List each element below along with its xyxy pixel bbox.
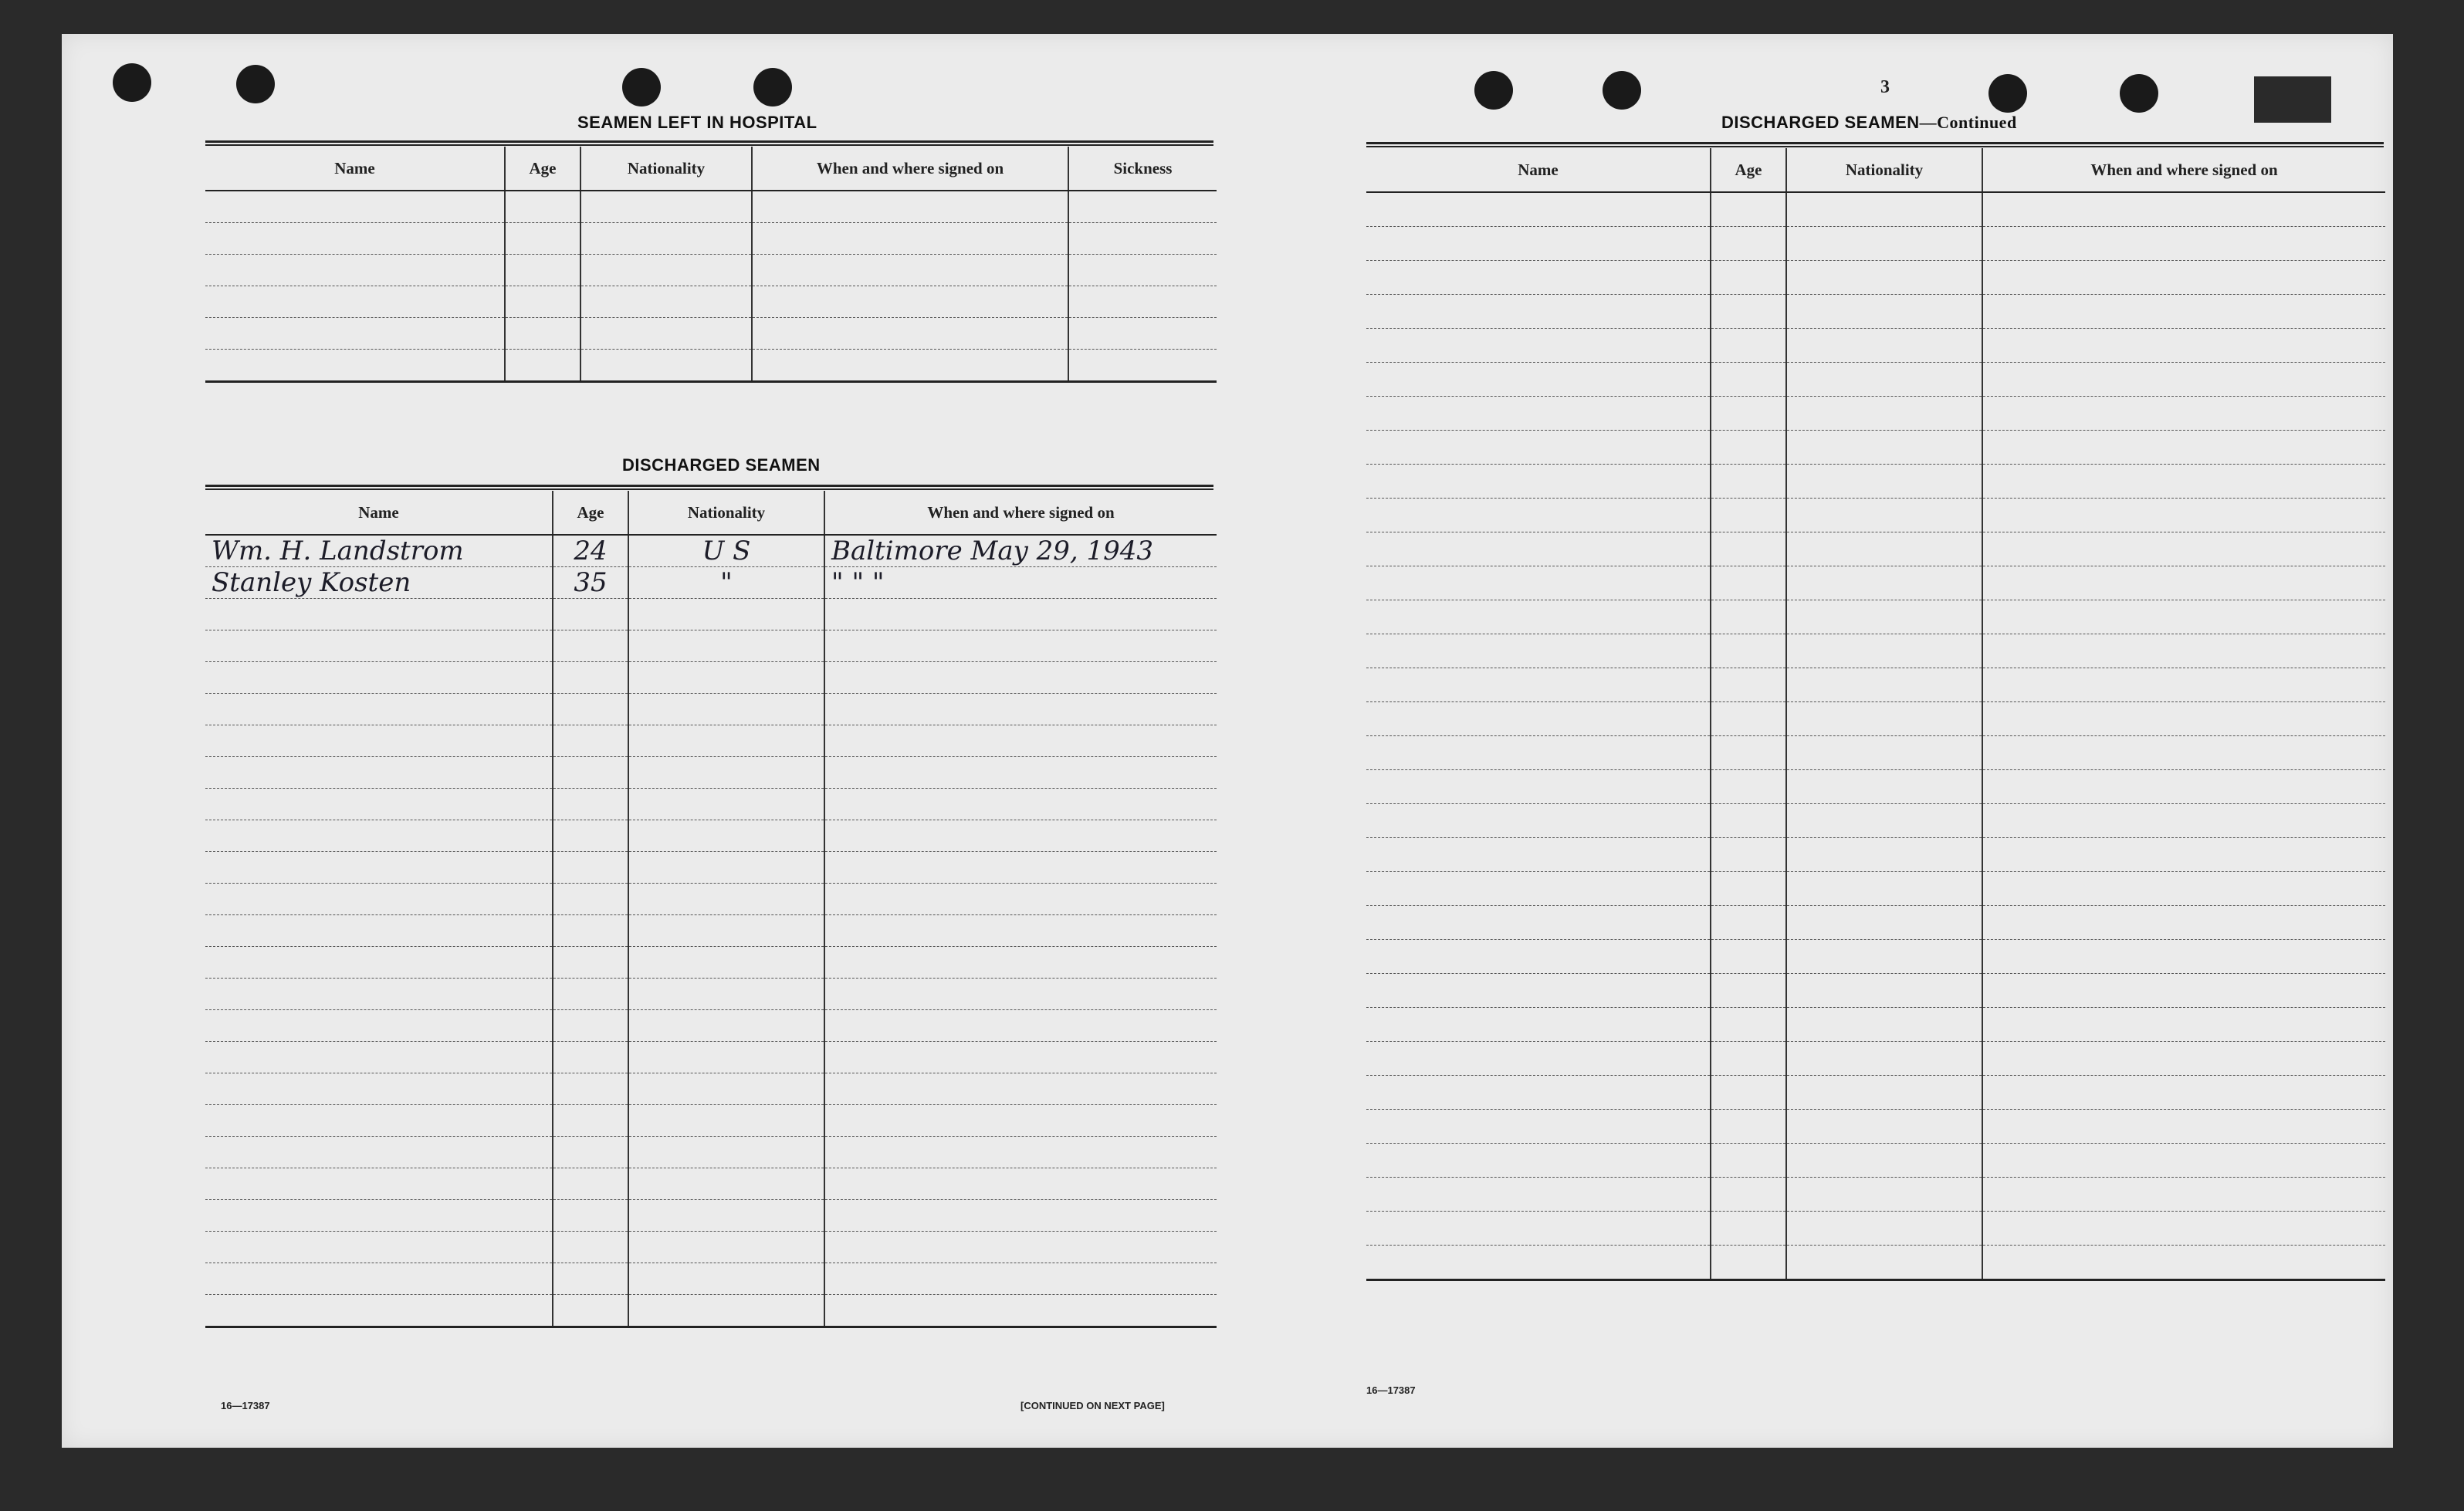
hospital-section-title: SEAMEN LEFT IN HOSPITAL [577,113,817,132]
col-header-name: Name [205,491,553,535]
table-row [1366,1042,2385,1076]
table-row [205,820,1217,852]
col-header-signed-on: When and where signed on [824,491,1217,535]
seaman-name: Wm. H. Landstrom [212,536,464,566]
punch-hole [236,65,275,103]
title-main: DISCHARGED SEAMEN [1721,113,1920,132]
seaman-nationality: " [720,567,733,598]
table-row [1366,566,2385,600]
table-row [1366,1008,2385,1042]
table-row [1366,431,2385,465]
sheet-corner-tab [2254,76,2331,123]
table-row [205,979,1217,1010]
punch-hole [1988,74,2027,113]
table-row [205,1200,1217,1232]
table-row [1366,499,2385,532]
table-row [205,350,1217,382]
table-row [205,599,1217,630]
table-row [205,789,1217,820]
table-row [1366,668,2385,702]
table-row [205,191,1217,223]
table-row [205,567,1217,599]
seaman-nationality: U S [702,536,751,566]
table-row [205,947,1217,979]
col-header-nationality: Nationality [1786,148,1982,192]
seaman-signed-on: " " " [831,567,885,598]
table-row [1366,1246,2385,1280]
seaman-name: Stanley Kosten [212,567,411,598]
discharged-table [205,491,1217,1328]
col-header-signed-on: When and where signed on [752,147,1068,191]
table-row [205,852,1217,884]
table-row [1366,192,2385,227]
table-row [1366,532,2385,566]
hospital-table [205,147,1217,383]
hospital-top-rule [205,140,1213,146]
table-row [205,662,1217,694]
table-row [1366,397,2385,431]
table-row [1366,804,2385,838]
table-row [1366,906,2385,940]
table-row [205,286,1217,318]
page-number: 3 [1880,77,1890,97]
discharged-section-title: DISCHARGED SEAMEN [622,455,821,475]
table-row [205,1232,1217,1263]
discharged-continued-title [1721,113,2017,133]
table-row [205,915,1217,947]
table-row [205,318,1217,350]
table-row [205,725,1217,757]
table-row [1366,363,2385,397]
col-header-name: Name [1366,148,1711,192]
seaman-age: 35 [574,567,608,598]
document-sheet [62,34,2393,1448]
punch-hole [753,68,792,106]
table-row [1366,974,2385,1008]
continued-note: [CONTINUED ON NEXT PAGE] [1020,1400,1165,1411]
table-row [205,1137,1217,1168]
table-row [205,255,1217,286]
discharged-top-rule [205,485,1213,490]
col-header-age: Age [505,147,580,191]
table-row [1366,600,2385,634]
table-row [1366,736,2385,770]
table-row [205,694,1217,725]
punch-hole [1603,71,1641,110]
table-row [1366,634,2385,668]
punch-hole [1474,71,1513,110]
punch-hole [113,63,151,102]
table-row [1366,295,2385,329]
col-header-age: Age [553,491,628,535]
form-number: 16—17387 [1366,1384,1416,1396]
table-row [205,1295,1217,1327]
table-row [1366,227,2385,261]
table-row [205,1073,1217,1105]
table-row [205,1168,1217,1200]
table-row [205,535,1217,567]
table-row [1366,1144,2385,1178]
table-row [1366,872,2385,906]
table-row [205,1263,1217,1295]
table-row [1366,1212,2385,1246]
seaman-signed-on: Baltimore May 29, 1943 [831,536,1154,566]
col-header-signed-on: When and where signed on [1982,148,2385,192]
table-row [1366,1178,2385,1212]
form-number: 16—17387 [221,1400,270,1411]
table-row [1366,940,2385,974]
title-suffix: —Continued [1919,113,2017,132]
table-row [1366,838,2385,872]
table-row [205,630,1217,662]
col-header-name: Name [205,147,505,191]
col-header-sickness: Sickness [1068,147,1217,191]
table-row [205,223,1217,255]
table-row [1366,465,2385,499]
table-row [1366,770,2385,804]
punch-hole [2120,74,2158,113]
table-row [205,1010,1217,1042]
seaman-age: 24 [574,536,608,566]
col-header-nationality: Nationality [580,147,752,191]
table-row [1366,1076,2385,1110]
table-row [1366,1110,2385,1144]
table-row [205,1042,1217,1073]
col-header-nationality: Nationality [628,491,824,535]
discharged-continued-table [1366,148,2385,1281]
table-row [1366,329,2385,363]
table-row [205,1105,1217,1137]
col-header-age: Age [1711,148,1786,192]
table-row [1366,702,2385,736]
table-row [205,884,1217,915]
table-row [205,757,1217,789]
right-top-rule [1366,142,2384,147]
table-row [1366,261,2385,295]
punch-hole [622,68,661,106]
